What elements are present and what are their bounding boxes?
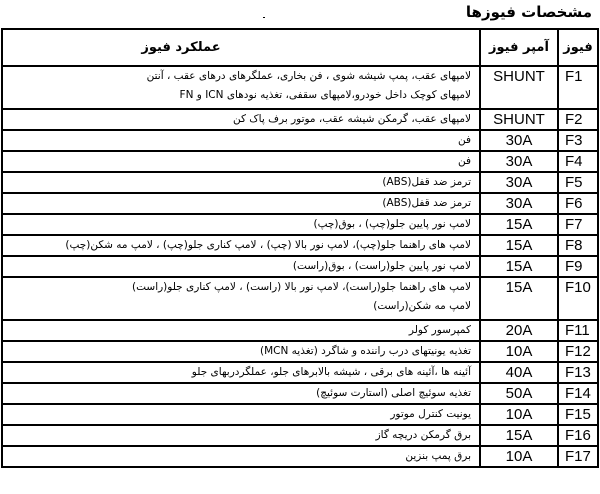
table-row — [2, 277, 598, 320]
fuse-id: F16 — [558, 425, 598, 446]
function-line: برق گرمکن دریچه گاز — [375, 429, 471, 441]
fuse-amp: 10A — [480, 404, 558, 425]
fuse-function — [2, 109, 480, 130]
function-line: لامپ های راهنما جلو(چپ)، لامپ نور بالا (چپ) ، لامپ کناری جلو(چپ) ، لامپ مه شکن(چپ) — [65, 239, 471, 251]
function-line: تغذیه سوئیچ اصلی (استارت سوئیچ) — [316, 387, 471, 399]
function-line: برق پمپ بنزین — [405, 450, 471, 462]
fuse-id: F8 — [558, 235, 598, 256]
page-title: مشخصات فیوزها — [465, 3, 592, 21]
fuse-id: F11 — [558, 320, 598, 341]
fuse-amp: 15A — [480, 214, 558, 235]
fuse-function — [2, 130, 480, 151]
table-row — [2, 193, 598, 214]
table-row — [2, 446, 598, 467]
header-fuse: فیوز — [558, 29, 598, 66]
fuse-amp: SHUNT — [480, 109, 558, 130]
fuse-id: F15 — [558, 404, 598, 425]
fuse-id: F14 — [558, 383, 598, 404]
fuse-function — [2, 341, 480, 362]
fuse-function — [2, 256, 480, 277]
function-line: لامپ مه شکن(راست) — [373, 300, 471, 312]
table-row — [2, 383, 598, 404]
function-line: ترمز ضد قفل(ABS) — [382, 197, 471, 209]
fuse-table — [1, 28, 599, 468]
table-row — [2, 320, 598, 341]
table-row — [2, 404, 598, 425]
table-row — [2, 151, 598, 172]
fuse-amp: 50A — [480, 383, 558, 404]
function-line: ترمز ضد قفل(ABS) — [382, 176, 471, 188]
function-line: لامپهای کوچک داخل خودرو،لامپهای سقفی، تغذیه نودهای ICN و FN — [179, 89, 471, 101]
fuse-amp: 10A — [480, 446, 558, 467]
fuse-function — [2, 362, 480, 383]
table-row — [2, 362, 598, 383]
fuse-amp: 30A — [480, 193, 558, 214]
table-row — [2, 214, 598, 235]
fuse-function — [2, 446, 480, 467]
stray-dot — [263, 17, 265, 18]
table-row — [2, 235, 598, 256]
function-line: تغذیه یونیتهای درب راننده و شاگرد (تغذیه MCN) — [259, 345, 471, 357]
fuse-id: F9 — [558, 256, 598, 277]
table-row — [2, 172, 598, 193]
function-line: یونیت کنترل موتور — [390, 408, 471, 420]
function-line: کمپرسور کولر — [408, 324, 471, 336]
fuse-amp: 10A — [480, 341, 558, 362]
fuse-id: F3 — [558, 130, 598, 151]
fuse-id: F4 — [558, 151, 598, 172]
fuse-amp: 30A — [480, 151, 558, 172]
fuse-id: F10 — [558, 277, 598, 320]
fuse-function — [2, 151, 480, 172]
fuse-function — [2, 425, 480, 446]
fuse-function — [2, 193, 480, 214]
function-line: فن — [457, 134, 471, 146]
fuse-amp: 15A — [480, 256, 558, 277]
fuse-id: F17 — [558, 446, 598, 467]
fuse-function — [2, 172, 480, 193]
table-row — [2, 425, 598, 446]
table-row — [2, 130, 598, 151]
table-row — [2, 256, 598, 277]
fuse-id: F12 — [558, 341, 598, 362]
function-line: لامپ نور پایین جلو(چپ) ، بوق(چپ) — [313, 218, 471, 230]
fuse-function — [2, 404, 480, 425]
fuse-amp: 15A — [480, 277, 558, 320]
function-line: لامپهای عقب، پمپ شیشه شوی ، فن بخاری، عملگرهای درهای عقب ، آنتن — [146, 70, 471, 82]
fuse-function — [2, 235, 480, 256]
fuse-amp: SHUNT — [480, 66, 558, 109]
header-function: عملکرد فیوز — [2, 29, 480, 66]
table-row — [2, 109, 598, 130]
fuse-amp: 15A — [480, 235, 558, 256]
function-line: لامپ نور پایین جلو(راست) ، بوق(راست) — [292, 260, 471, 272]
table-row — [2, 341, 598, 362]
table-header-row — [2, 29, 598, 66]
fuse-id: F5 — [558, 172, 598, 193]
table-row — [2, 66, 598, 109]
header-amp: آمپر فیوز — [480, 29, 558, 66]
fuse-amp: 30A — [480, 130, 558, 151]
function-line: لامپ های راهنما جلو(راست)، لامپ نور بالا (راست) ، لامپ کناری جلو(راست) — [131, 281, 471, 293]
function-line: آئینه ها ،آئینه های برقی ، شیشه بالابرهای جلو، عملگردربهای جلو — [191, 366, 471, 378]
fuse-function — [2, 66, 480, 109]
fuse-amp: 40A — [480, 362, 558, 383]
fuse-amp: 15A — [480, 425, 558, 446]
fuse-id: F2 — [558, 109, 598, 130]
fuse-amp: 30A — [480, 172, 558, 193]
fuse-function — [2, 320, 480, 341]
fuse-function — [2, 277, 480, 320]
fuse-id: F7 — [558, 214, 598, 235]
function-line: لامپهای عقب، گرمکن شیشه عقب، موتور برف پاک کن — [232, 113, 471, 125]
fuse-id: F13 — [558, 362, 598, 383]
fuse-id: F6 — [558, 193, 598, 214]
function-line: فن — [457, 155, 471, 167]
fuse-id: F1 — [558, 66, 598, 109]
fuse-function — [2, 383, 480, 404]
fuse-function — [2, 214, 480, 235]
fuse-amp: 20A — [480, 320, 558, 341]
